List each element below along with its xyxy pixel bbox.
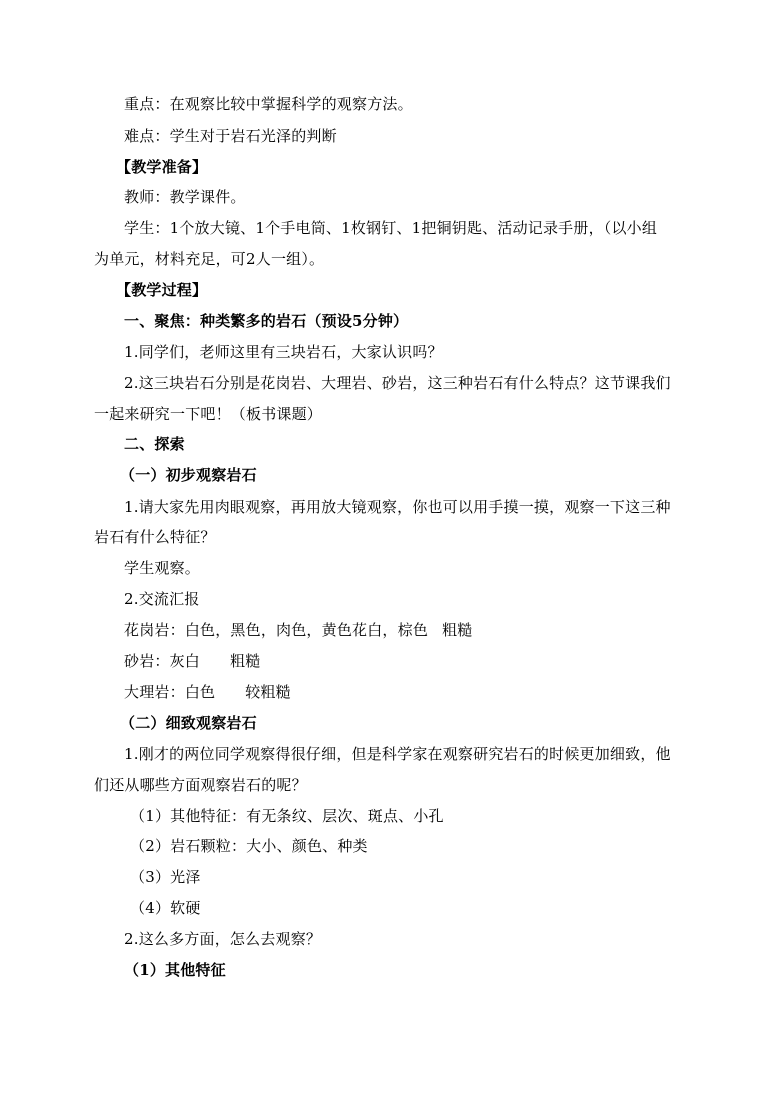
student-prep-line1: 学生：1个放大镜、1个手电筒、1枚钢钉、1把铜钥匙、活动记录手册，（以小组: [124, 219, 658, 237]
section1-item2-line1: 2.这三块岩石分别是花岗岩、大理岩、砂岩，这三种岩石有什么特点？这节课我们: [124, 374, 671, 392]
part2-item1-line1: 1.刚才的两位同学观察得很仔细，但是科学家在观察研究岩石的时候更加细致，他: [124, 745, 671, 763]
aspect-item: （3）光泽: [130, 868, 201, 886]
rock-name: 大理岩：: [124, 683, 185, 701]
part1-item1-line1: 1.请大家先用肉眼观察，再用放大镜观察，你也可以用手摸一摸，观察一下这三种: [124, 498, 671, 516]
part2-item1-line2: 们还从哪些方面观察岩石的呢？: [94, 776, 307, 794]
rock-name: 砂岩：: [124, 652, 170, 670]
section2-title: 二、探索: [124, 435, 185, 453]
rock-texture: 较粗糙: [245, 683, 291, 701]
section1-item1: 1.同学们，老师这里有三块岩石，大家认识吗？: [124, 343, 443, 361]
aspect-item: （1）其他特征：有无条纹、层次、斑点、小孔: [130, 807, 444, 825]
rock-texture: 粗糙: [442, 621, 473, 639]
part2-item2: 2.这么多方面，怎么去观察？: [124, 930, 322, 948]
rock-color: 白色: [184, 683, 216, 701]
section1-title: 一、聚焦：种类繁多的岩石（预设5分钟）: [124, 312, 409, 330]
rock-row: [124, 682, 291, 702]
part2-sub-heading: （1）其他特征: [124, 961, 226, 979]
difficult-point: 难点：学生对于岩石光泽的判断: [124, 127, 337, 145]
teacher-prep: 教师：教学课件。: [124, 188, 246, 206]
rock-texture: 粗糙: [230, 652, 261, 670]
part1-item2: 2.交流汇报: [124, 590, 200, 608]
process-heading: 【教学过程】: [116, 281, 208, 299]
part1-item1-line2: 岩石有什么特征？: [94, 528, 216, 546]
prep-heading: 【教学准备】: [116, 158, 208, 176]
rock-row: [124, 620, 472, 640]
rock-name: 花岗岩：: [124, 621, 185, 639]
student-observation: 学生观察。: [124, 559, 201, 577]
key-point: 重点：在观察比较中掌握科学的观察方法。: [124, 95, 413, 113]
part2-title: （二）细致观察岩石: [120, 714, 257, 732]
rock-color: 灰白: [169, 652, 201, 670]
aspect-item: （2）岩石颗粒：大小、颜色、种类: [130, 837, 368, 855]
rock-row: [124, 651, 260, 671]
rock-color: 白色，黑色，肉色，黄色花白，棕色: [184, 621, 429, 639]
part1-title: （一）初步观察岩石: [120, 466, 257, 484]
student-prep-line2: 为单元，材料充足，可2人一组）。: [94, 250, 325, 268]
section1-item2-line2: 一起来研究一下吧！（板书课题）: [94, 405, 323, 423]
aspect-item: （4）软硬: [130, 899, 201, 917]
